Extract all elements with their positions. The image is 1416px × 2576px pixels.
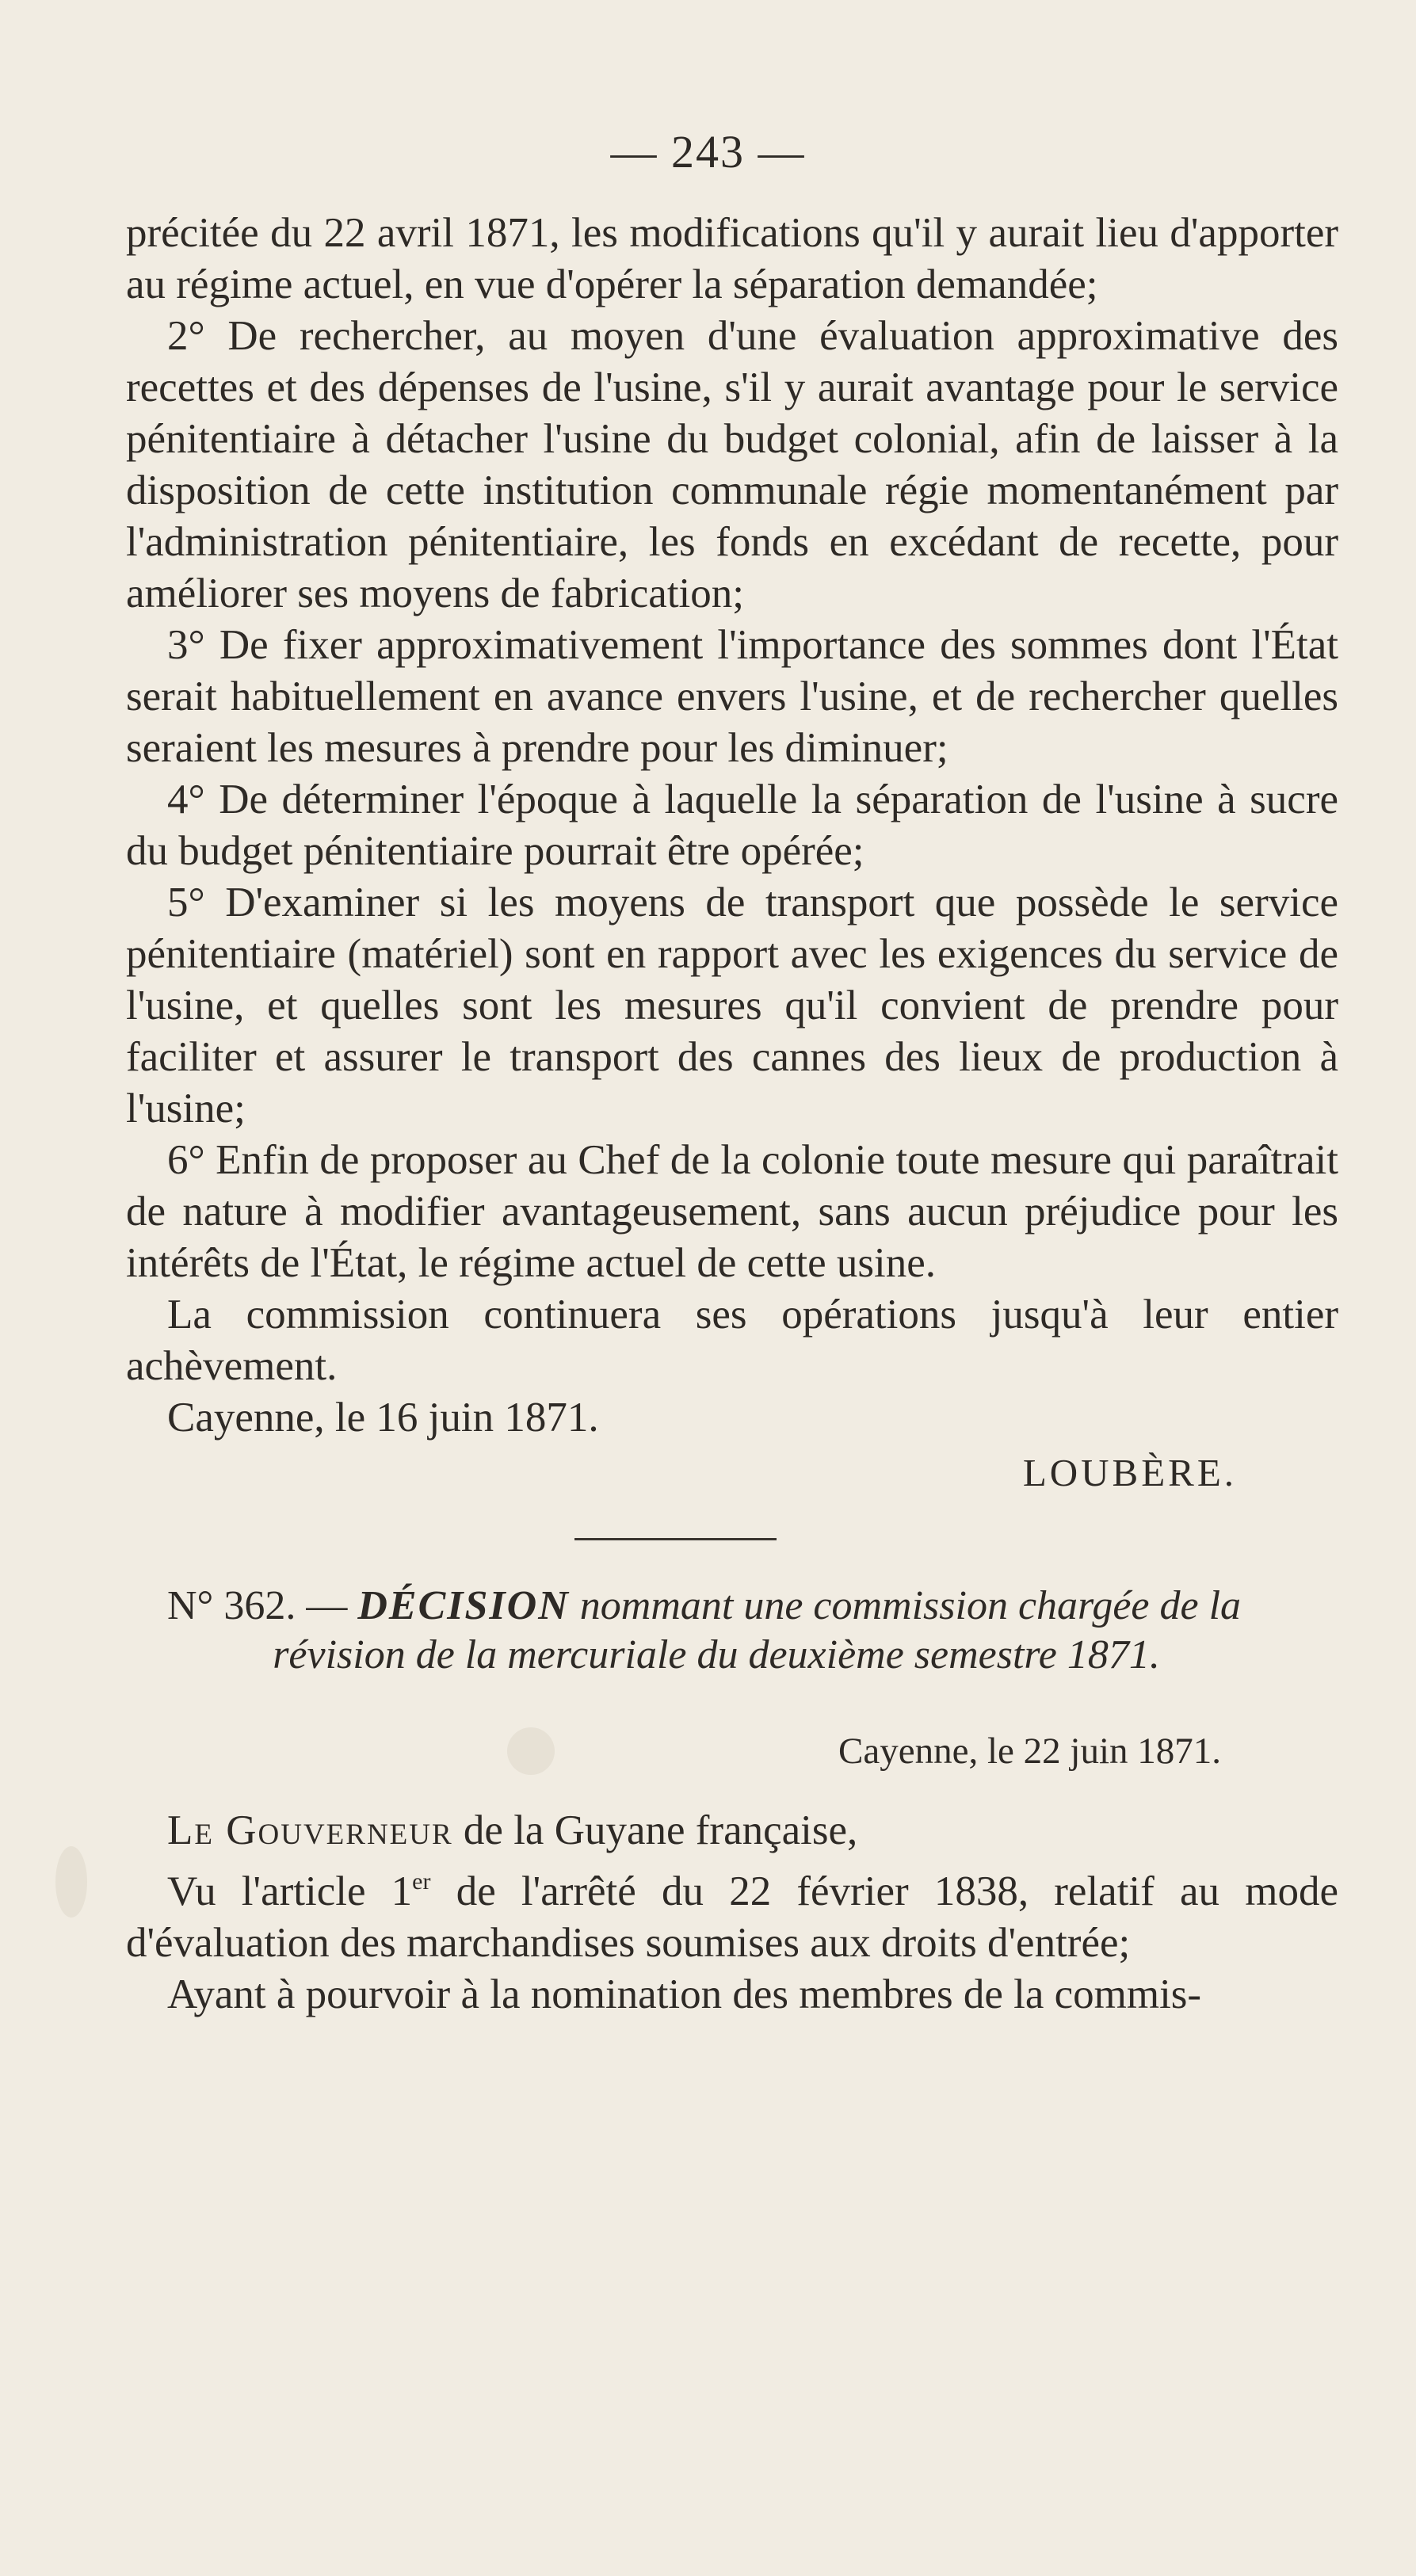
governor-line — [126, 1805, 1338, 1857]
considerant-vu — [126, 1866, 1338, 1969]
paragraph-continuation: précitée du 22 avril 1871, les modifications qu'il y aurait lieu d'apporter au régime actuel, en vue d'opérer la séparation demandée; — [126, 210, 1338, 307]
superscript-er: er — [412, 1868, 431, 1895]
paragraph-item-4: 4° De déterminer l'époque à laquelle la séparation de l'usine à sucre du budget pénitentiaire pourrait être opérée; — [126, 777, 1338, 874]
section-divider — [574, 1538, 777, 1540]
decision-heading — [126, 1582, 1338, 1631]
document-body — [126, 208, 1338, 2021]
decision-title-line2: révision de la mercuriale du deuxième semestre 1871. — [273, 1632, 1160, 1677]
paper-stain — [55, 1846, 87, 1918]
governor-title: Le Gouverneur — [167, 1807, 453, 1853]
paragraph-commission: La commission continuera ses opérations jusqu'à leur entier achèvement. — [126, 1292, 1338, 1389]
considerant-ayant: Ayant à pourvoir à la nomination des membres de la commis- — [167, 1971, 1202, 2017]
vu-text-end: de l'arrêté du 22 février 1838, relatif au mode d'évaluation des marchandises soumises aux droits d'entrée; — [126, 1868, 1338, 1966]
paragraph-item-3: 3° De fixer approximativement l'importance des sommes dont l'État serait habituellement en avance envers l'usine, et de rechercher quelles seraient les mesures à prendre pour les diminuer; — [126, 622, 1338, 771]
vu-text-start: Vu l'article 1 — [167, 1868, 413, 1914]
decision-title-caps: DÉCISION — [357, 1583, 570, 1628]
decision-title: nommant une commission chargée de la — [579, 1583, 1242, 1628]
signature-block — [126, 1444, 1338, 1511]
place-date-line: Cayenne, le 16 juin 1871. — [167, 1395, 599, 1441]
dateline: Cayenne, le 22 juin 1871. — [838, 1731, 1221, 1772]
page-number: — 243 — — [610, 126, 806, 177]
governor-rest: de la Guyane française, — [463, 1807, 858, 1853]
paragraph-item-5: 5° D'examiner si les moyens de transport que possède le service pénitentiaire (matériel) sont en rapport avec les exigences du service de l'usine, et quelles sont les mesures qu'il convient de prendre pour faciliter et assurer le transport des cannes des lieux de production à l'usine; — [126, 880, 1338, 1132]
signature: LOUBÈRE. — [1022, 1451, 1237, 1494]
decision-number: N° 362. — — [167, 1583, 348, 1628]
paragraph-item-6: 6° Enfin de proposer au Chef de la colonie toute mesure qui paraîtrait de nature à modifier avantageusement, sans aucun préjudice pour les intérêts de l'État, le régime actuel de cette usine. — [126, 1137, 1338, 1286]
paragraph-item-2: 2° De rechercher, au moyen d'une évaluation approximative des recettes et des dépenses de l'usine, s'il y aurait avantage pour le service pénitentiaire à détacher l'usine du budget colonial, afin de laisser à la disposition de cette institution communale régie momentanément par l'administration pénitentiaire, les fonds en excédant de recette, pour améliorer ses moyens de fabrication; — [126, 313, 1338, 616]
